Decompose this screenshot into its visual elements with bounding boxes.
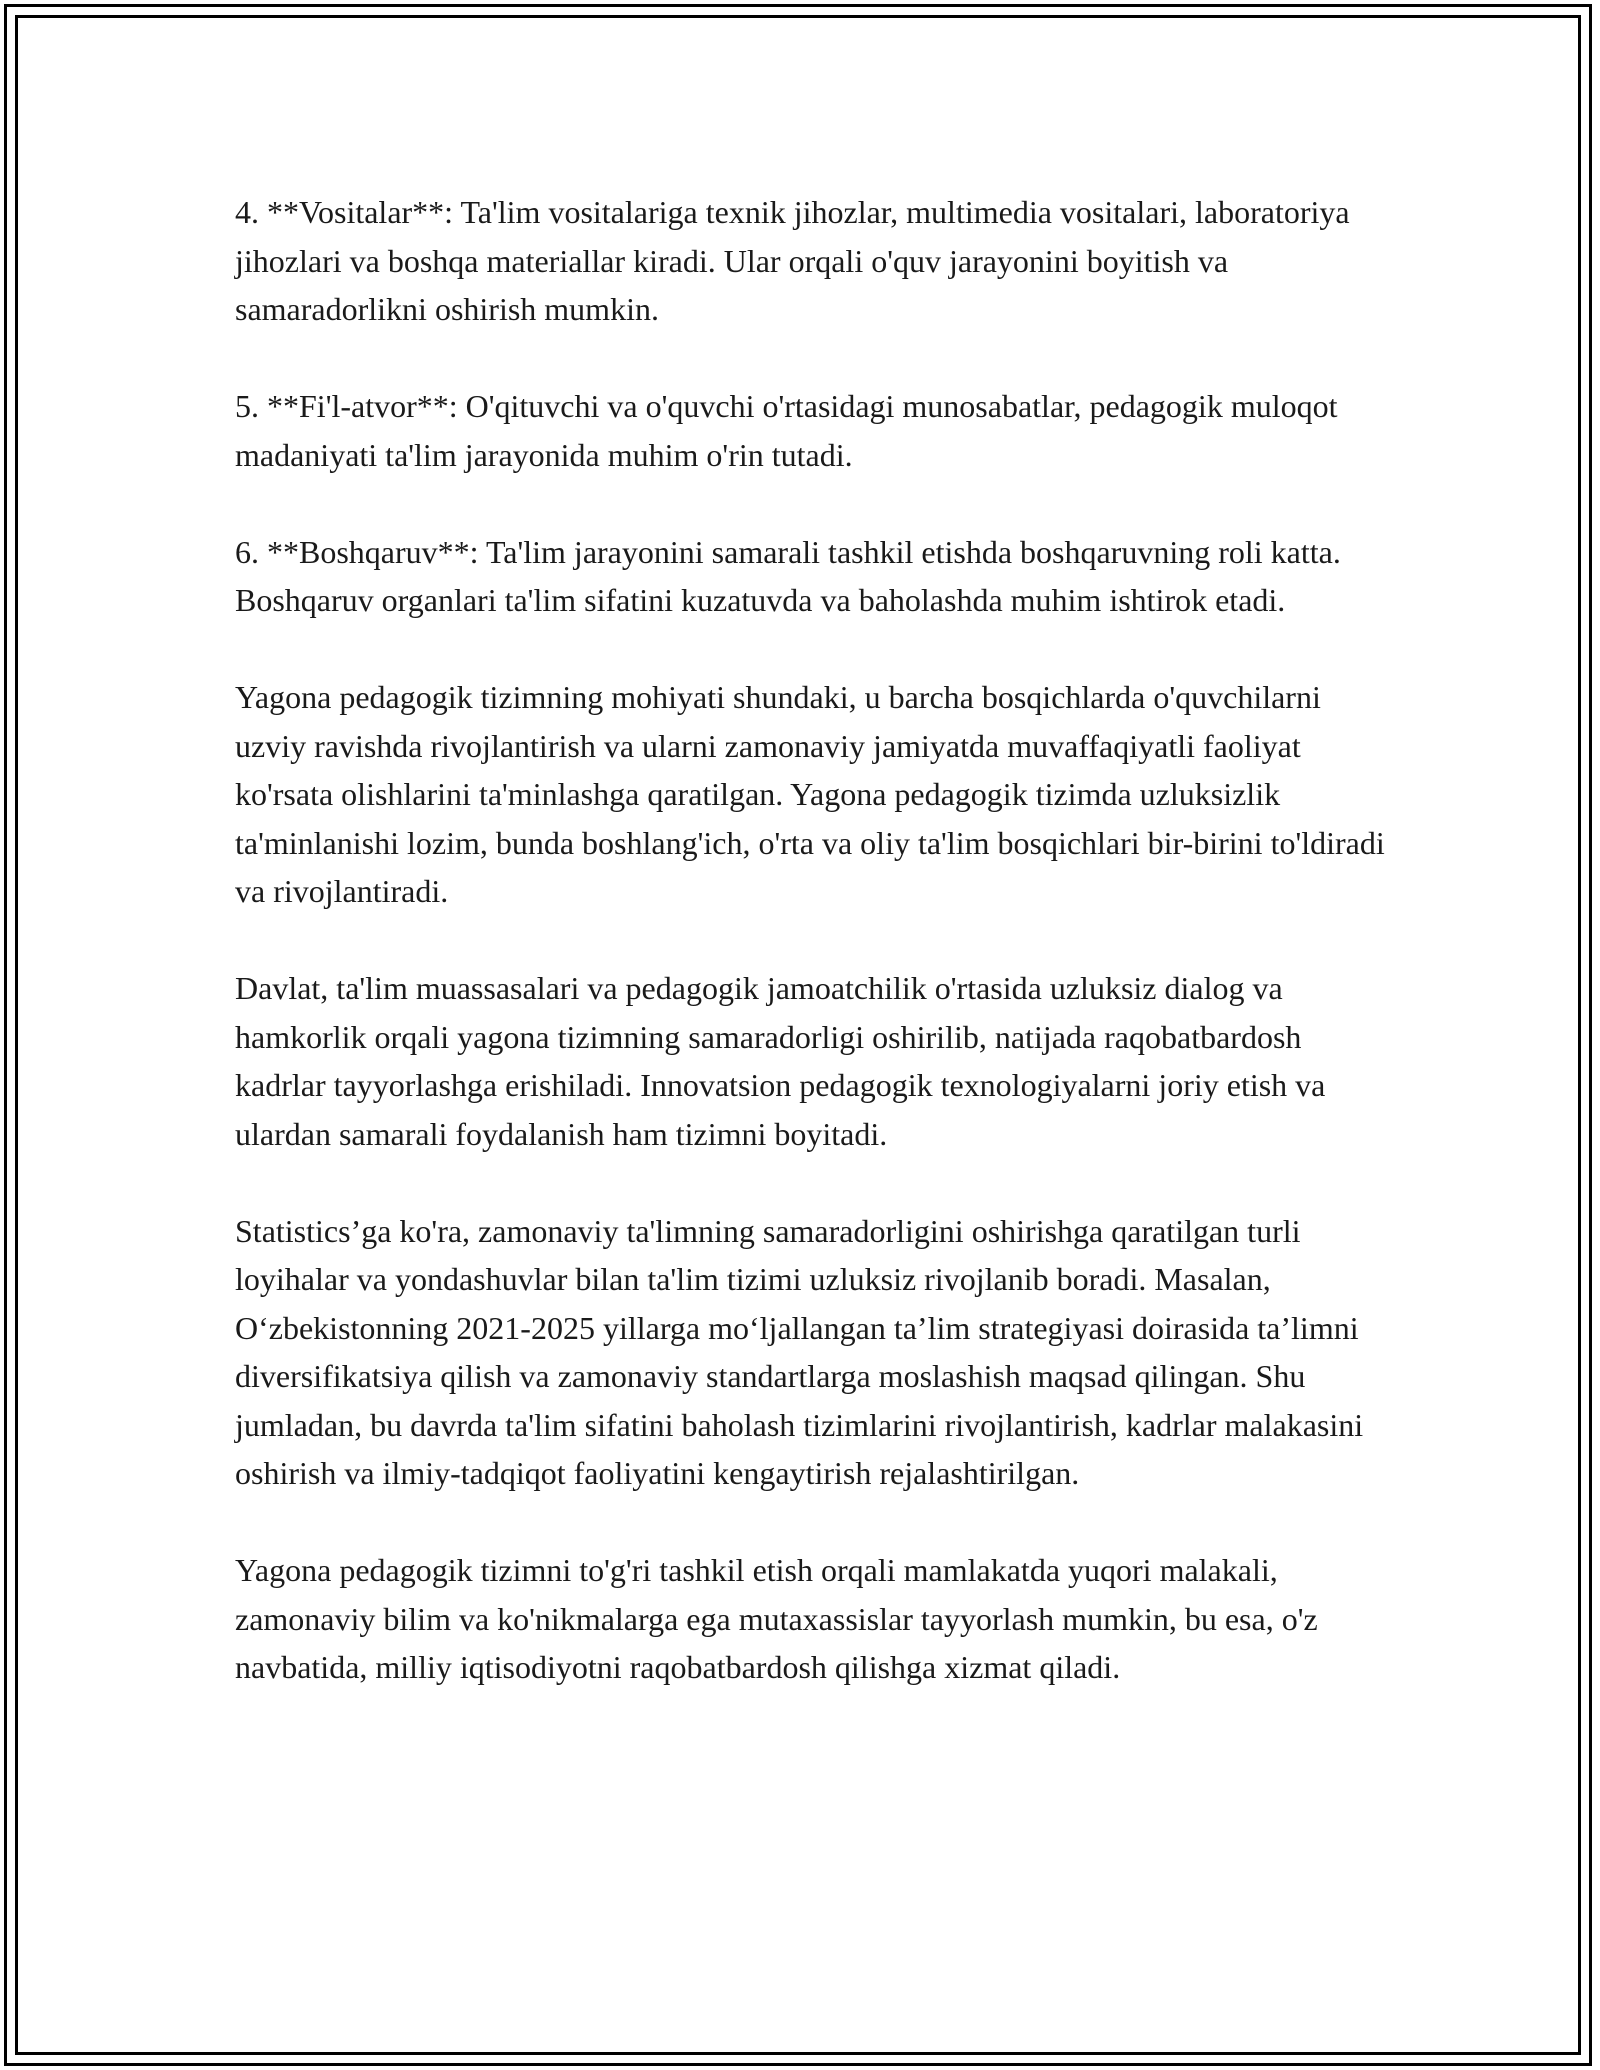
paragraph-fil-atvor: 5. **Fi'l-atvor**: O'qituvchi va o'quvchi o'rtasidagi munosabatlar, pedagogik muloqot madaniyati ta'lim jarayonida muhim o'rin tutadi.	[235, 388, 1338, 473]
document-body	[235, 188, 1385, 1740]
paragraph-mohiyati: Yagona pedagogik tizimning mohiyati shundaki, u barcha bosqichlarda o'quvchilarni uzviy ravishda rivojlantirish va ularni zamonaviy jamiyatda muvaffaqiyatli faoliyat ko'rsata olishlarini ta'minlashga qaratilgan. Yagona pedagogik tizimda uzluksizlik ta'minlanishi lozim, bunda boshlang'ich, o'rta va oliy ta'lim bosqichlari bir-birini to'ldiradi va rivojlantiradi.	[235, 679, 1385, 909]
paragraph-davlat: Davlat, ta'lim muassasalari va pedagogik jamoatchilik o'rtasida uzluksiz dialog va hamkorlik orqali yagona tizimning samaradorligi oshirilib, natijada raqobatbardosh kadrlar tayyorlashga erishiladi. Innovatsion pedagogik texnologiyalarni joriy etish va ulardan samarali foydalanish ham tizimni boyitadi.	[235, 970, 1326, 1152]
paragraph-vositalar: 4. **Vositalar**: Ta'lim vositalariga texnik jihozlar, multimedia vositalari, laboratoriya jihozlari va boshqa materiallar kiradi. Ular orqali o'quv jarayonini boyitish va samaradorlikni oshirish mumkin.	[235, 194, 1350, 327]
paragraph-xulosa: Yagona pedagogik tizimni to'g'ri tashkil etish orqali mamlakatda yuqori malakali, zamonaviy bilim va ko'nikmalarga ega mutaxassislar tayyorlash mumkin, bu esa, o'z navbatida, milliy iqtisodiyotni raqobatbardosh qilishga xizmat qiladi.	[235, 1552, 1318, 1685]
paragraph-boshqaruv: 6. **Boshqaruv**: Ta'lim jarayonini samarali tashkil etishda boshqaruvning roli katta. Boshqaruv organlari ta'lim sifatini kuzatuvda va baholashda muhim ishtirok etadi.	[235, 533, 1341, 618]
paragraph-statistics: Statistics’ga ko'ra, zamonaviy ta'limning samaradorligini oshirishga qaratilgan turli loyihalar va yondashuvlar bilan ta'lim tizimi uzluksiz rivojlanib boradi. Masalan, O‘zbekistonning 2021-2025 yillarga mo‘ljallangan ta’lim strategiyasi doirasida ta’limni diversifikatsiya qilish va zamonaviy standartlarga moslashish maqsad qilingan. Shu jumladan, bu davrda ta'lim sifatini baholash tizimlarini rivojlantirish, kadrlar malakasini oshirish va ilmiy-tadqiqot faoliyatini kengaytirish rejalashtirilgan.	[235, 1212, 1364, 1491]
